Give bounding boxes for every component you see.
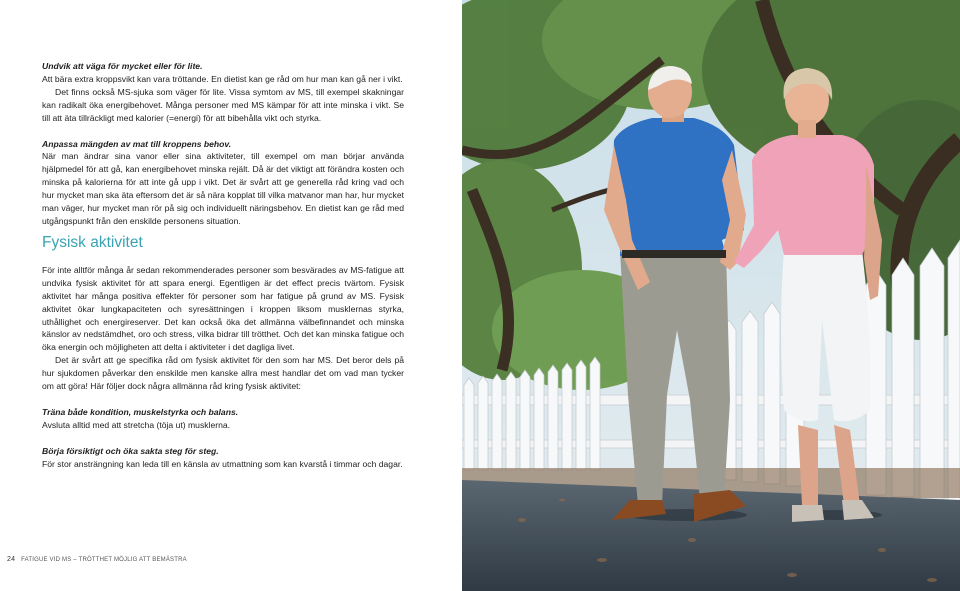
page-number: 24 <box>7 556 16 563</box>
paragraph: Det är svårt att ge specifika råd om fysisk aktivitet för den som har MS. Det beror dels på hur sjukdomen påverkar den enskilde men kanske allra mest handlar det om vad man tycker om att göra! Här följer dock några allmänna råd kring fysisk aktivitet: <box>42 355 404 392</box>
page-footer <box>7 556 187 563</box>
section-heading: Anpassa mängden av mat till kroppens behov. <box>42 138 232 149</box>
section-heading: Undvik att väga för mycket eller för lite. <box>42 61 203 71</box>
tip-text: Avsluta alltid med att stretcha (töja ut) musklerna. <box>42 419 231 430</box>
tip-text: För stor ansträngning kan leda till en känsla av utmattning som kan kvarstå i timmar och dagar. <box>42 458 403 469</box>
paragraph: När man ändrar sina vanor eller sina aktiviteter, till exempel om man börjar använda hjälpmedel för att gå, kan energibehovet minska rejält. Då är det viktigt att förändra kosten och minska på kalorierna för att inte gå upp i vikt. Det är svårt att ge generella råd kring vad och hur mycket man ska äta eftersom det är så nära kopplat till vilka matvanor man har, hur mycket man väger, hur mycket man rör på sig och individuellt näringsbehov. En dietist kan ge råd med utgångspunkt från den enskilde personens situation. <box>42 151 404 226</box>
paragraph: För inte alltför många år sedan rekommenderades personer som besväradеs av MS-fatigue att undvika fysisk aktivitet för att spara energi. Egentligen är det effect precis tvärtom. Fysisk aktivitet har många positiva effekter för personer som har fatigue på grund av MS. Fysisk aktivitet ökar lungkapaciteten och syresättningen i kroppen liksom musklernas styrka, uthållighet och energireserver. Det kan också öka det allmänna välbefinnandet och minska känslor av nedstämdhet, oro och stress, vilka bidrar till trötthet. Och det kan minska fatigue och öka energin och möjligheten att delta i aktiviteter i det dagliga livet. <box>42 264 404 353</box>
elderly-couple-walking-photo <box>462 0 960 591</box>
tip-heading: Börja försiktigt och öka sakta steg för steg. <box>42 445 219 456</box>
footer-text: FATIGUE VID MS – TRÖTTHET MÖJLIG ATT BEMÄSTRA <box>21 557 187 563</box>
text-column <box>42 60 404 471</box>
paragraph: Det finns också MS-sjuka som väger för lite. Vissa symtom av MS, till exempel skakningar kan radikalt öka energibehovet. Många personer med MS kämpar för att inte minska i vikt. Se till att äta tillräckligt med kalorier (=energi) för att bibehålla vikt och styrka. <box>42 86 404 123</box>
tip-heading: Träna både kondition, muskelstyrka och balans. <box>42 406 239 417</box>
section-title: Fysisk aktivitet <box>42 233 143 251</box>
paragraph: Att bära extra kroppsvikt kan vara tröttande. En dietist kan ge råd om hur man kan gå ner i vikt. <box>42 73 403 84</box>
